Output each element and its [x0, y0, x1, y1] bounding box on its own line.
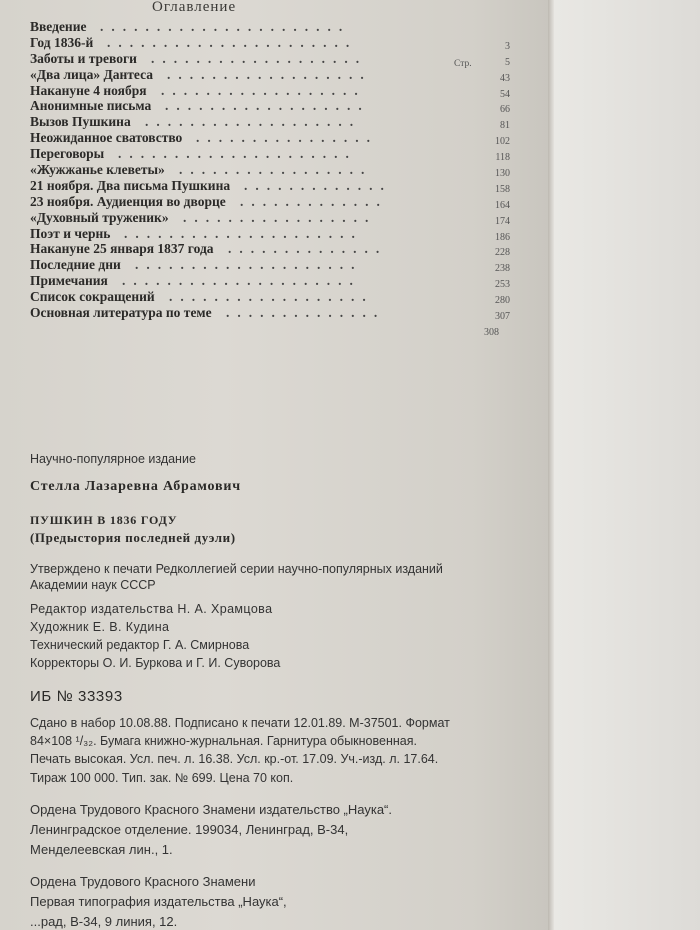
toc-entry-page: 164: [495, 199, 510, 211]
toc-entry: [30, 241, 510, 257]
toc-leader-dots: .................: [183, 209, 377, 225]
toc-entry-title: Переговоры: [30, 146, 105, 162]
toc-entry-page: 102: [495, 136, 510, 148]
tech-editor-credit: Технический редактор Г. А. Смирнова: [30, 638, 250, 652]
toc-entry-title: Заботы и тревоги: [30, 50, 137, 66]
toc-leader-dots: ..................: [169, 289, 374, 305]
toc-entry-title: Введение: [30, 19, 87, 34]
toc-entry-page: 81: [500, 120, 510, 132]
toc-entry: [30, 257, 510, 273]
toc-leader-dots: .............: [244, 177, 392, 193]
toc-leader-dots: ......................: [100, 19, 351, 34]
toc-entry-page: 118: [495, 152, 510, 164]
toc-entry-title: Накануне 4 ноября: [30, 82, 147, 98]
toc-leader-dots: .............: [240, 193, 388, 209]
toc-entry: [30, 67, 510, 83]
toc-leader-dots: ..................: [165, 98, 370, 114]
toc-entry-title: Год 1836-й: [30, 34, 94, 50]
toc-leader-dots: ................: [196, 130, 378, 146]
toc-entry-page: 54: [500, 88, 510, 100]
toc-leader-dots: .....................: [124, 225, 363, 241]
toc-entry-title: Поэт и чернь: [30, 225, 111, 241]
ib-number: ИБ № 33393: [30, 688, 123, 705]
toc-entry-title: Список сокращений: [30, 289, 155, 305]
toc-leader-dots: ..............: [226, 305, 386, 321]
toc-entry-page: 307: [495, 311, 510, 323]
toc-entry-title: Основная литература по теме: [30, 305, 212, 321]
toc-entry-page: 228: [495, 247, 510, 259]
toc-entry-page: 253: [495, 279, 510, 291]
print-line-4: Тираж 100 000. Тип. зак. № 699. Цена 70 коп.: [30, 771, 294, 785]
toc-entry: [30, 130, 510, 146]
toc-leader-dots: .................: [179, 162, 373, 178]
toc-entry: [30, 289, 510, 305]
print-line-3: Печать высокая. Усл. печ. л. 16.38. Усл. кр.-от. 17.09. Уч.-изд. л. 17.64.: [30, 752, 439, 766]
toc-entry-page: 66: [500, 104, 510, 116]
toc-entry: [30, 98, 510, 114]
typography-line-3: ...рад, В-34, 9 линия, 12.: [30, 914, 178, 929]
toc-entry-page: 5: [505, 56, 510, 68]
proofreaders-credit: Корректоры О. И. Буркова и Г. И. Суворова: [30, 656, 281, 670]
toc-entry-page: 158: [495, 183, 510, 195]
toc-leader-dots: ..............: [228, 241, 388, 257]
toc-entry-page: 186: [495, 231, 510, 243]
toc-entry: [30, 194, 510, 210]
toc-entry-title: Неожиданное сватовство: [30, 130, 183, 146]
toc-entry: [30, 178, 510, 194]
adjacent-blank-page: [554, 0, 700, 930]
toc-entry-page: 174: [495, 215, 510, 227]
publisher-line-2: Ленинградское отделение. 199034, Ленинград, В-34,: [30, 822, 349, 837]
toc-entry-title: 23 ноября. Аудиенция во дворце: [30, 193, 226, 209]
toc-entry-title: «Два лица» Дантеса: [30, 66, 153, 82]
toc-entry-title: Вызов Пушкина: [30, 114, 131, 130]
toc-entry: [30, 305, 510, 321]
toc-entry: [30, 83, 510, 99]
toc-entry-title: «Духовный труженик»: [30, 209, 169, 225]
toc-entry: [30, 114, 510, 130]
approval-line-1: Утверждено к печати Редколлегией серии научно-популярных изданий: [30, 562, 443, 576]
toc-entry: [30, 146, 510, 162]
table-of-contents: [30, 19, 510, 321]
toc-heading: Оглавление: [152, 0, 237, 15]
toc-leader-dots: ...................: [151, 50, 368, 66]
toc-leader-dots: ..................: [167, 66, 372, 82]
toc-entry: [30, 210, 510, 226]
toc-leader-dots: .....................: [122, 273, 361, 289]
publisher-line-3: Менделеевская лин., 1.: [30, 842, 173, 857]
book-subtitle: (Предыстория последней дуэли): [30, 530, 236, 545]
toc-last-page: 308: [484, 327, 499, 338]
toc-entry: [30, 226, 510, 242]
toc-entry-title: «Жужжанье клеветы»: [30, 162, 165, 178]
publisher-line-1: Ордена Трудового Красного Знамени издательство „Наука“.: [30, 802, 393, 817]
toc-leader-dots: ......................: [107, 34, 358, 50]
toc-entry: [30, 35, 510, 51]
toc-entry-page: 280: [495, 295, 510, 307]
approval-line-2: Академии наук СССР: [30, 578, 156, 592]
page-column-label: Стр.: [454, 59, 472, 69]
toc-entry-page: 130: [495, 168, 510, 180]
toc-entry-page: 238: [495, 263, 510, 275]
print-line-1: Сдано в набор 10.08.88. Подписано к печати 12.01.89. М-37501. Формат: [30, 716, 450, 730]
toc-entry-title: Накануне 25 января 1837 года: [30, 241, 214, 257]
toc-entry-page: 43: [500, 72, 510, 84]
toc-entry: [30, 19, 510, 35]
print-line-2: 84×108 ¹/₃₂. Бумага книжно-журнальная. Гарнитура обыкновенная.: [30, 734, 417, 748]
toc-entry-title: Последние дни: [30, 257, 121, 273]
typography-line-1: Ордена Трудового Красного Знамени: [30, 874, 256, 889]
toc-entry-title: Примечания: [30, 273, 108, 289]
typography-line-2: Первая типография издательства „Наука“,: [30, 894, 287, 909]
toc-entry: [30, 51, 510, 67]
toc-entry-title: Анонимные письма: [30, 98, 152, 114]
toc-leader-dots: ....................: [135, 257, 363, 273]
toc-entry: [30, 162, 510, 178]
author-name: Стелла Лазаревна Абрамович: [30, 479, 241, 494]
editor-credit: Редактор издательства Н. А. Храмцова: [30, 602, 273, 616]
toc-entry-title: 21 ноября. Два письма Пушкина: [30, 177, 231, 193]
toc-leader-dots: ..................: [161, 82, 366, 98]
edition-type: Научно-популярное издание: [30, 452, 196, 466]
toc-entry-page: 3: [505, 40, 510, 52]
artist-credit: Художник Е. В. Кудина: [30, 620, 170, 634]
toc-entry: [30, 273, 510, 289]
toc-leader-dots: .....................: [118, 146, 357, 162]
book-title: ПУШКИН В 1836 ГОДУ: [30, 513, 178, 527]
toc-leader-dots: ...................: [145, 114, 362, 130]
